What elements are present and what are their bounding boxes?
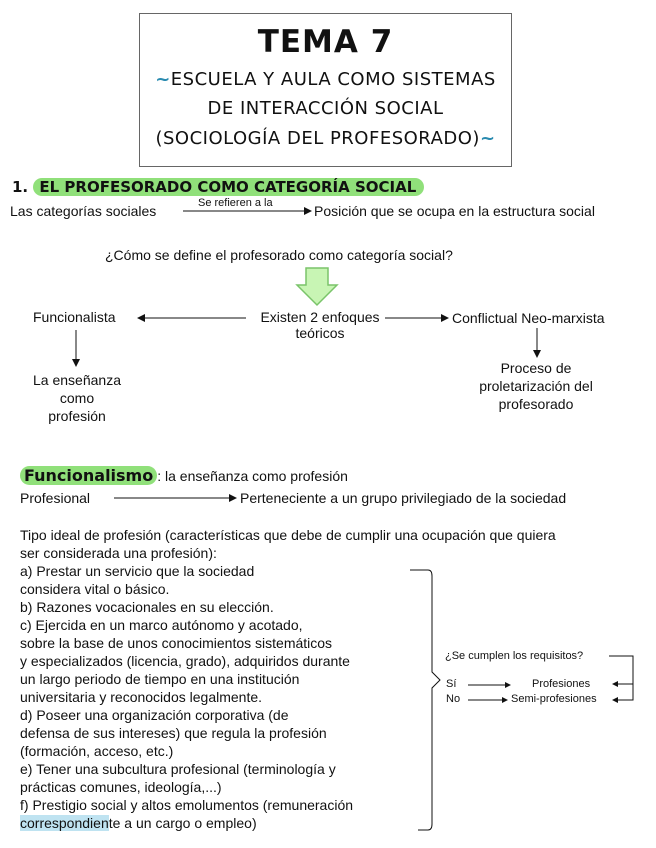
no-label: No (446, 693, 461, 705)
list-item: b) Razones vocacionales en su elección. (20, 599, 274, 615)
section-1-number: 1. (12, 178, 29, 196)
section-1-title: EL PROFESORADO COMO CATEGORÍA SOCIAL (33, 178, 424, 196)
approaches-line-1: Existen 2 enfoques (260, 309, 380, 325)
tema-title: TEMA 7 (257, 24, 394, 60)
list-item: considera vital o básico. (20, 581, 170, 597)
yes-label: Sí (446, 678, 457, 690)
list-item: y especializados (licencia, grado), adquiridos durante (20, 653, 350, 669)
list-item: prácticas comunes, ideología,...) (20, 779, 222, 795)
highlighted-word: correspondien (20, 815, 109, 831)
requirements-question: ¿Se cumplen los requisitos? (445, 650, 584, 662)
down-arrow-icon (297, 268, 337, 305)
list-item: sobre la base de unos conocimientos sistemáticos (20, 635, 333, 651)
funcionalismo-title: Funcionalismo (20, 466, 157, 485)
left-sub: La enseñanza como profesión (33, 372, 121, 424)
list-item: e) Tener una subcultura profesional (terminología y (20, 761, 336, 777)
list-item: a) Prestar un servicio que la sociedad (20, 563, 255, 579)
perteneciente-label: Perteneciente a un grupo privilegiado de la sociedad (240, 490, 567, 506)
list-item: f) Prestigio social y altos emolumentos (remuneración (20, 797, 354, 813)
title-line-2: DE INTERACCIÓN SOCIAL (207, 98, 444, 119)
funcionalismo-subtitle: : la enseñanza como profesión (157, 468, 348, 484)
title-line-3: (SOCIOLOGÍA DEL PROFESORADO)~ (155, 128, 496, 149)
semi-profesiones-label: Semi-profesiones (511, 693, 597, 705)
list-item: un largo periodo de tiempo en una institución (20, 671, 300, 687)
list-item: (formación, acceso, etc.) (20, 743, 174, 759)
list-item: defensa de sus intereses) que regula la profesión (20, 725, 327, 741)
question-line: ¿Cómo se define el profesorado como categoría social? (105, 247, 453, 263)
list-item: c) Ejercida en un marco autónomo y acotado, (20, 617, 303, 633)
list-item: d) Poseer una organización corporativa (de (20, 707, 289, 723)
profesional-label: Profesional (20, 490, 91, 506)
question-bracket (609, 656, 633, 700)
refer-arrow-label: Se refieren a la (198, 197, 273, 209)
conflictual-label: Conflictual Neo-marxista (452, 310, 605, 326)
requirements-bracket (410, 570, 440, 830)
list-item: universitaria y reconocidos legalmente. (20, 689, 263, 705)
intro-text: Tipo ideal de profesión (características que debe de cumplir una ocupación que quiera ser considerada una profesión): (20, 527, 556, 561)
squiggle-right: ~ (479, 128, 496, 149)
approaches-line-2: teóricos (295, 325, 345, 341)
title-line-1: ~ESCUELA Y AULA COMO SISTEMAS (155, 69, 496, 90)
funcionalista-label: Funcionalista (33, 309, 116, 325)
right-sub: Proceso de proletarización del profesorado (479, 360, 593, 412)
profesiones-label: Profesiones (532, 678, 591, 690)
list-item-last: correspondiente a un cargo o empleo) (20, 815, 257, 831)
categories-label: Las categorías sociales (10, 203, 157, 219)
squiggle-left: ~ (155, 69, 171, 90)
position-label: Posición que se ocupa en la estructura social (314, 203, 595, 219)
